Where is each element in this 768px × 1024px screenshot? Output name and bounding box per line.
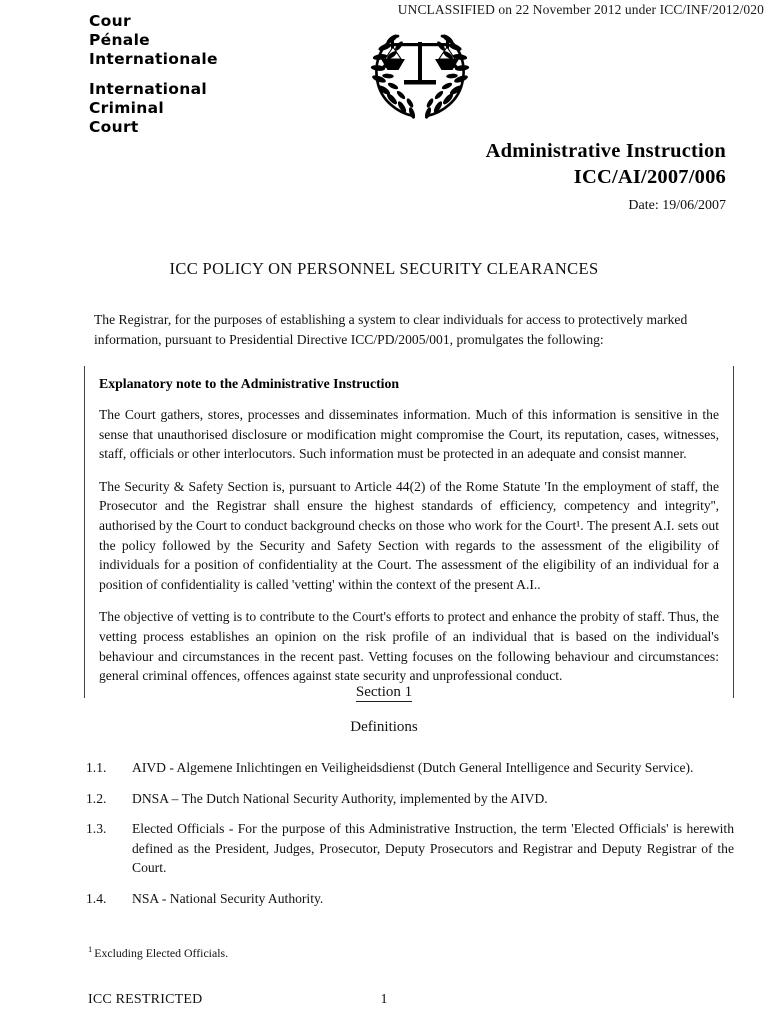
- definitions-list: [86, 758, 734, 920]
- footnote: [88, 942, 228, 961]
- footnote-marker: 1: [88, 944, 93, 954]
- definition-text: NSA - National Security Authority.: [132, 890, 324, 906]
- definition-number: 1.2.: [86, 790, 107, 806]
- org-name-en-line-3: Court: [89, 118, 139, 136]
- org-name-en-line-2: Criminal: [89, 99, 165, 117]
- explanatory-note-box: [84, 366, 734, 698]
- document-date: Date: 19/06/2007: [628, 198, 726, 213]
- document-type-title: Administrative Instruction: [485, 140, 726, 162]
- document-title-block: [486, 138, 726, 214]
- explanatory-note-title: Explanatory note to the Administrative Instruction: [99, 376, 400, 391]
- classification-stamp: UNCLASSIFIED on 22 November 2012 under ICC/INF/2012/020: [397, 2, 764, 17]
- intro-paragraph: The Registrar, for the purposes of establishing a system to clear individuals for access to protectively marked information, pursuant to Presidential Directive ICC/PD/2005/001, promulgates the following:: [94, 312, 688, 347]
- explanatory-note-paragraph: The objective of vetting is to contribute to the Court's efforts to protect and enhance the probity of staff. Thus, the vetting process establishes an opinion on the risk profile of an individual that is based on the individual's behaviour and circumstances in the recent past. Vetting focuses on the following behaviour and circumstances: general criminal offences, offences against state security and unprofessional conduct.: [99, 609, 719, 684]
- section-heading-text: Section 1: [355, 684, 413, 700]
- document-number: ICC/AI/2007/006: [573, 166, 726, 188]
- definition-item: [86, 819, 734, 878]
- explanatory-note-paragraph: The Security & Safety Section is, pursuant to Article 44(2) of the Rome Statute 'In the employment of staff, the Prosecutor and the Registrar shall ensure the highest standards of efficiency, competency and integrity'', authorised by the Court to conduct background checks on those who work for the Court¹. The present A.I. sets out the policy followed by the Security and Safety Section with regards to the assessment of the eligibility of individuals for a position of confidentiality at the Court. The assessment of the eligibility of an individual for a position of confidentiality is called 'vetting' within the context of the present A.I..: [99, 478, 719, 592]
- definition-item: [86, 889, 734, 909]
- definition-text: DNSA – The Dutch National Security Authority, implemented by the AIVD.: [132, 790, 548, 806]
- section-heading: [0, 684, 768, 701]
- definition-text: Elected Officials - For the purpose of this Administrative Instruction, the term 'Elected Officials' is herewith defined as the President, Judges, Prosecutor, Deputy Prosecutors and Registrar and Deputy Registrar of the Court.: [132, 821, 734, 876]
- definition-item: [86, 789, 734, 809]
- definition-number: 1.4.: [86, 890, 107, 906]
- icc-emblem-icon: [368, 26, 472, 126]
- icc-org-name-block: [89, 12, 218, 137]
- definition-number: 1.1.: [86, 760, 107, 775]
- org-name-spacer: [89, 69, 218, 80]
- org-name-fr-line-3: Internationale: [89, 50, 218, 68]
- definition-text: AIVD - Algemene Inlichtingen en Veiligheidsdienst (Dutch General Intelligence and Security Service).: [132, 760, 694, 775]
- definition-item: [86, 758, 734, 778]
- footnote-text: Excluding Elected Officials.: [94, 945, 229, 960]
- definition-number: 1.3.: [86, 821, 107, 837]
- footer-classification: ICC RESTRICTED: [88, 992, 203, 1007]
- explanatory-note-paragraph: The Court gathers, stores, processes and disseminates information. Much of this information is sensitive in the sense that unauthorised disclosure or modification might compromise the Court, its reputation, cases, witnesses, staff, officials or other interlocutors. Such information must be protected in an adequate and consist manner.: [99, 407, 719, 462]
- policy-heading: ICC POLICY ON PERSONNEL SECURITY CLEARANCES: [169, 259, 599, 278]
- footer-page-number: 1: [380, 992, 388, 1007]
- org-name-en-line-1: International: [89, 80, 207, 98]
- org-name-fr-line-2: Pénale: [89, 31, 150, 49]
- section-subheading: Definitions: [350, 719, 418, 735]
- org-name-fr-line-1: Cour: [89, 12, 131, 30]
